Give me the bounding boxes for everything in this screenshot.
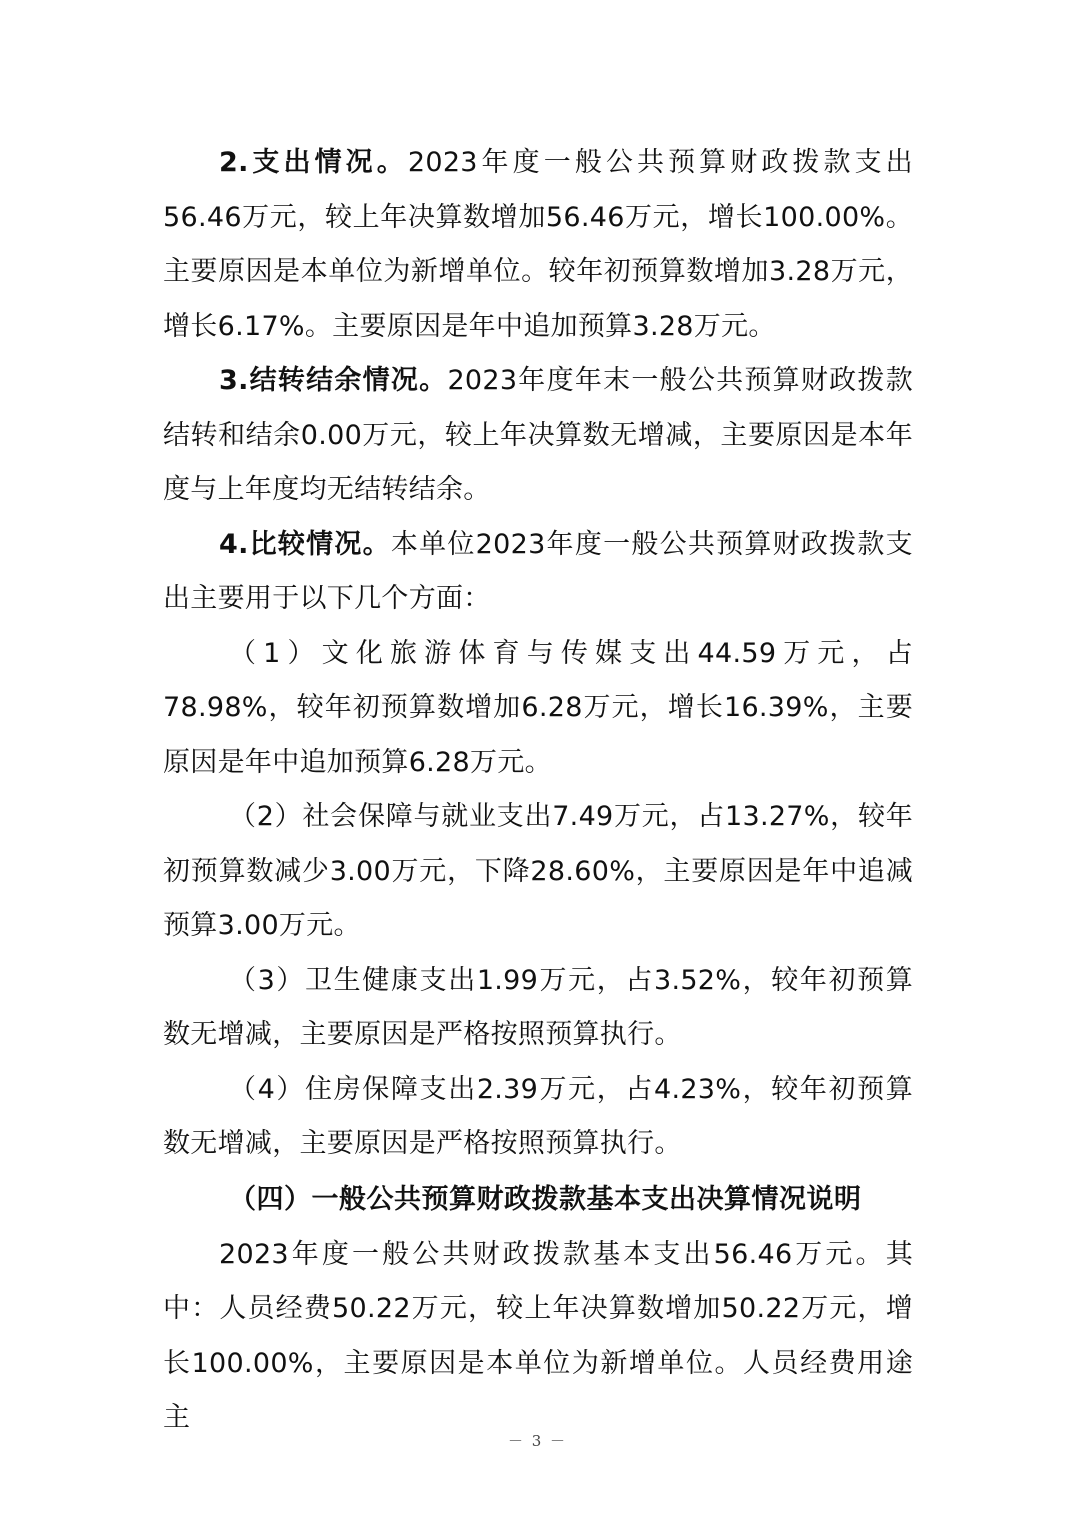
section-heading: （四）一般公共预算财政拨款基本支出决算情况说明 xyxy=(229,1183,862,1215)
list-item-culture: （1）文化旅游体育与传媒支出44.59万元，占78.98%，较年初预算数增加6.28万元，增长16.39%，主要原因是年中追加预算6.28万元。 xyxy=(163,637,913,778)
paragraph-expenditure xyxy=(163,136,913,354)
paragraph-text: 2023年度年末一般公共预算财政拨款结转和结余0.00万元，较上年决算数无增减，主要原因是本年度与上年度均无结转结余。 xyxy=(163,365,913,505)
list-item-health: （3）卫生健康支出1.99万元，占3.52%，较年初预算数无增减，主要原因是严格按照预算执行。 xyxy=(163,964,913,1050)
list-item-social-security: （2）社会保障与就业支出7.49万元，占13.27%，较年初预算数减少3.00万元，下降28.60%，主要原因是年中追减预算3.00万元。 xyxy=(163,801,913,941)
list-item-housing: （4）住房保障支出2.39万元，占4.23%，较年初预算数无增减，主要原因是严格按照预算执行。 xyxy=(163,1073,913,1159)
document-body xyxy=(163,136,913,1446)
paragraph-text: 本单位2023年度一般公共预算财政拨款支出主要用于以下几个方面： xyxy=(163,528,913,614)
paragraph-lead: 2.支出情况。 xyxy=(219,147,408,178)
page-number: － 3 － xyxy=(507,1432,568,1450)
paragraph-text: 2023年度一般公共预算财政拨款支出56.46万元，较上年决算数增加56.46万元，增长100.00%。主要原因是本单位为新增单位。较年初预算数增加3.28万元，增长6.17%。主要原因是年中追加预算3.28万元。 xyxy=(163,147,913,342)
paragraph-carryover xyxy=(163,354,913,518)
paragraph-comparison xyxy=(163,518,913,627)
paragraph-lead: 3.结转结余情况。 xyxy=(219,365,448,396)
paragraph-lead: 4.比较情况。 xyxy=(219,528,391,560)
paragraph-basic-expenditure: 2023年度一般公共财政拨款基本支出56.46万元。其中：人员经费50.22万元，较上年决算数增加50.22万元，增长100.00%，主要原因是本单位为新增单位。人员经费用途主 xyxy=(163,1238,913,1433)
